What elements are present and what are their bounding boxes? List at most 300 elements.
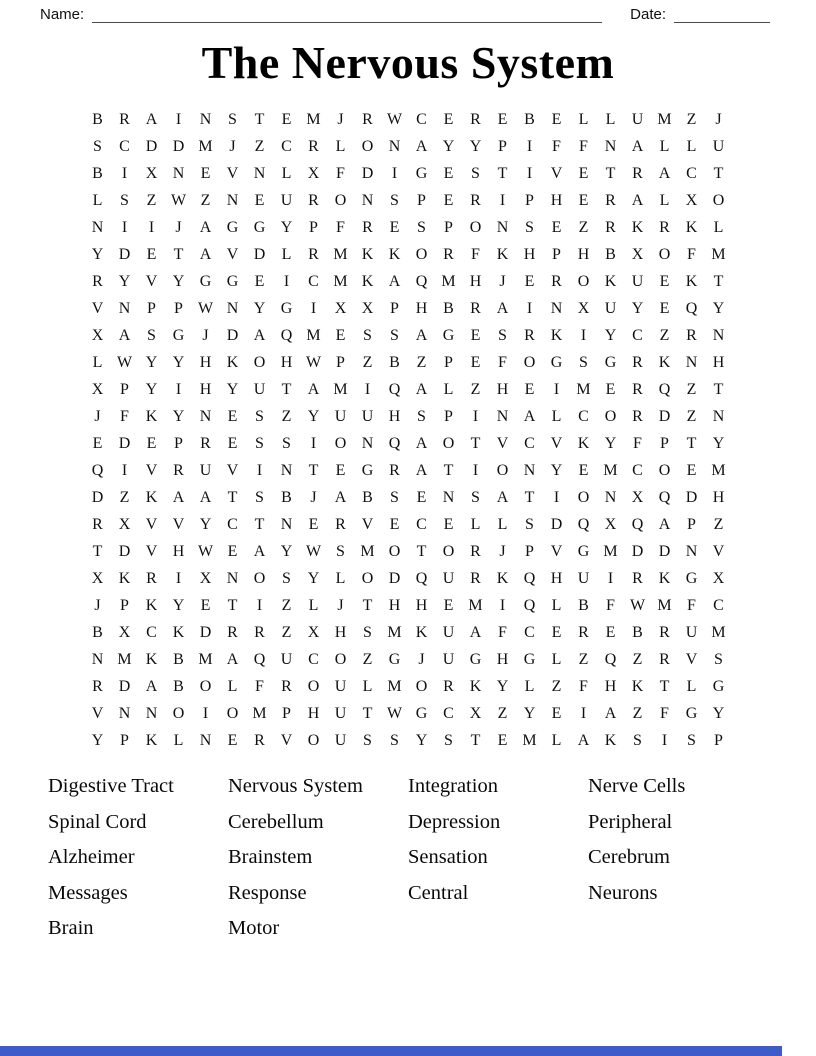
- grid-letter: O: [442, 542, 455, 560]
- grid-letter: I: [121, 461, 128, 479]
- grid-letter: S: [390, 488, 399, 506]
- grid-letter: X: [469, 704, 482, 722]
- grid-letter: B: [92, 164, 103, 182]
- grid-letter: P: [444, 218, 453, 236]
- grid-letter: U: [712, 137, 725, 155]
- grid-letter: E: [443, 164, 454, 182]
- grid-letter: C: [308, 272, 319, 290]
- grid-letter: Z: [632, 650, 643, 668]
- grid-letter: Y: [199, 515, 212, 533]
- grid-letter: X: [631, 245, 644, 263]
- grid-letter: E: [551, 704, 562, 722]
- grid-letter: R: [308, 245, 319, 263]
- grid-letter: F: [687, 245, 696, 263]
- grid-letter: C: [524, 434, 535, 452]
- grid-letter: K: [496, 245, 509, 263]
- grid-letter: R: [254, 731, 265, 749]
- grid-letter: O: [199, 677, 212, 695]
- grid-letter: O: [712, 191, 725, 209]
- grid-letter: F: [579, 677, 588, 695]
- grid-letter: A: [199, 245, 212, 263]
- grid-letter: C: [632, 461, 643, 479]
- grid-letter: L: [497, 515, 508, 533]
- grid-letter: H: [334, 623, 347, 641]
- grid-letter: Q: [253, 650, 266, 668]
- grid-letter: X: [577, 299, 590, 317]
- grid-letter: E: [416, 488, 427, 506]
- grid-letter: G: [415, 164, 428, 182]
- grid-letter: S: [417, 407, 426, 425]
- grid-letter: R: [659, 650, 670, 668]
- grid-letter: K: [172, 623, 185, 641]
- grid-letter: R: [146, 569, 157, 587]
- grid-letter: E: [146, 245, 157, 263]
- grid-letter: S: [525, 515, 534, 533]
- grid-letter: G: [685, 704, 698, 722]
- grid-letter: J: [337, 596, 344, 614]
- grid-letter: U: [199, 461, 212, 479]
- grid-letter: S: [255, 434, 264, 452]
- grid-letter: T: [227, 488, 238, 506]
- grid-letter: P: [660, 434, 669, 452]
- grid-letter: O: [442, 434, 455, 452]
- word-item: Cerebellum: [228, 810, 324, 833]
- grid-letter: Q: [658, 488, 671, 506]
- grid-letter: H: [550, 569, 563, 587]
- grid-letter: O: [469, 218, 482, 236]
- grid-letter: X: [631, 488, 644, 506]
- grid-letter: W: [305, 353, 322, 371]
- grid-letter: H: [280, 353, 293, 371]
- grid-letter: A: [631, 137, 644, 155]
- grid-letter: E: [254, 191, 265, 209]
- grid-letter: K: [145, 596, 158, 614]
- grid-letter: Z: [281, 623, 292, 641]
- grid-letter: X: [712, 569, 725, 587]
- grid-letter: R: [470, 191, 481, 209]
- grid-letter: Y: [172, 272, 185, 290]
- grid-letter: R: [362, 110, 373, 128]
- grid-letter: Z: [497, 704, 508, 722]
- grid-letter: I: [499, 191, 506, 209]
- grid-letter: Q: [577, 515, 590, 533]
- grid-letter: P: [309, 218, 318, 236]
- grid-letter: H: [388, 596, 401, 614]
- grid-letter: N: [712, 407, 725, 425]
- grid-letter: I: [607, 569, 614, 587]
- grid-letter: Z: [362, 353, 373, 371]
- grid-letter: N: [712, 326, 725, 344]
- grid-letter: L: [281, 164, 292, 182]
- grid-letter: S: [498, 326, 507, 344]
- grid-letter: R: [389, 461, 400, 479]
- grid-letter: F: [687, 596, 696, 614]
- word-list-column: [588, 769, 768, 911]
- grid-letter: S: [228, 110, 237, 128]
- grid-letter: I: [553, 488, 560, 506]
- grid-letter: D: [118, 677, 131, 695]
- grid-letter: E: [524, 272, 535, 290]
- grid-letter: L: [713, 218, 724, 236]
- grid-letter: G: [226, 272, 239, 290]
- grid-letter: D: [550, 515, 563, 533]
- grid-letter: Y: [145, 380, 158, 398]
- grid-letter: R: [281, 677, 292, 695]
- grid-letter: G: [577, 542, 590, 560]
- grid-letter: N: [442, 488, 455, 506]
- grid-letter: P: [120, 596, 129, 614]
- grid-letter: J: [499, 272, 506, 290]
- grid-letter: I: [148, 218, 155, 236]
- grid-letter: V: [91, 299, 104, 317]
- grid-letter: K: [658, 569, 671, 587]
- grid-letter: U: [361, 407, 374, 425]
- grid-letter: G: [226, 218, 239, 236]
- grid-letter: H: [415, 299, 428, 317]
- grid-letter: E: [497, 110, 508, 128]
- grid-letter: E: [686, 461, 697, 479]
- grid-letter: T: [713, 380, 724, 398]
- grid-letter: M: [441, 272, 456, 290]
- grid-letter: L: [551, 731, 562, 749]
- grid-letter: O: [307, 731, 320, 749]
- grid-letter: N: [91, 218, 104, 236]
- grid-letter: S: [633, 731, 642, 749]
- grid-letter: P: [687, 515, 696, 533]
- grid-letter: Z: [146, 191, 157, 209]
- grid-letter: O: [226, 704, 239, 722]
- grid-letter: P: [525, 191, 534, 209]
- grid-letter: G: [388, 650, 401, 668]
- grid-letter: S: [282, 434, 291, 452]
- grid-letter: Q: [415, 272, 428, 290]
- grid-letter: L: [605, 110, 616, 128]
- grid-letter: L: [362, 677, 373, 695]
- grid-letter: A: [226, 650, 239, 668]
- grid-letter: A: [415, 461, 428, 479]
- grid-letter: U: [442, 623, 455, 641]
- grid-letter: P: [120, 731, 129, 749]
- grid-letter: I: [499, 596, 506, 614]
- grid-letter: I: [175, 110, 182, 128]
- grid-letter: A: [496, 488, 509, 506]
- grid-letter: T: [92, 542, 103, 560]
- grid-letter: J: [175, 218, 182, 236]
- grid-letter: M: [198, 650, 213, 668]
- grid-letter: E: [605, 380, 616, 398]
- grid-letter: K: [226, 353, 239, 371]
- grid-letter: R: [443, 677, 454, 695]
- word-item: Messages: [48, 881, 128, 904]
- grid-letter: Y: [118, 272, 131, 290]
- grid-letter: N: [604, 488, 617, 506]
- grid-letter: W: [197, 542, 214, 560]
- grid-letter: C: [632, 326, 643, 344]
- grid-letter: Z: [632, 704, 643, 722]
- grid-letter: I: [553, 380, 560, 398]
- grid-letter: T: [362, 704, 373, 722]
- grid-letter: B: [173, 677, 184, 695]
- grid-letter: N: [172, 164, 185, 182]
- grid-letter: O: [388, 542, 401, 560]
- grid-letter: E: [335, 461, 346, 479]
- grid-letter: B: [605, 245, 616, 263]
- grid-letter: O: [361, 137, 374, 155]
- grid-letter: L: [686, 137, 697, 155]
- grid-letter: E: [227, 434, 238, 452]
- grid-letter: Y: [523, 704, 536, 722]
- grid-letter: H: [307, 704, 320, 722]
- grid-letter: K: [361, 245, 374, 263]
- grid-letter: Z: [578, 650, 589, 668]
- grid-letter: R: [686, 326, 697, 344]
- grid-letter: S: [336, 542, 345, 560]
- grid-letter: X: [334, 299, 347, 317]
- grid-letter: I: [121, 164, 128, 182]
- grid-letter: P: [282, 704, 291, 722]
- grid-letter: D: [253, 245, 266, 263]
- grid-letter: T: [227, 596, 238, 614]
- grid-letter: Y: [280, 542, 293, 560]
- grid-letter: E: [659, 272, 670, 290]
- grid-letter: P: [390, 299, 399, 317]
- grid-letter: C: [227, 515, 238, 533]
- grid-letter: Z: [470, 380, 481, 398]
- grid-letter: Y: [91, 245, 104, 263]
- grid-letter: K: [631, 677, 644, 695]
- grid-letter: N: [226, 299, 239, 317]
- grid-letter: P: [147, 299, 156, 317]
- grid-letter: A: [415, 137, 428, 155]
- grid-letter: E: [254, 272, 265, 290]
- grid-letter: G: [172, 326, 185, 344]
- grid-letter: Z: [686, 380, 697, 398]
- grid-letter: X: [91, 326, 104, 344]
- grid-letter: D: [361, 164, 374, 182]
- grid-letter: E: [578, 164, 589, 182]
- grid-letter: J: [337, 110, 344, 128]
- grid-letter: X: [685, 191, 698, 209]
- grid-letter: V: [280, 731, 293, 749]
- word-list: [48, 769, 816, 947]
- grid-letter: S: [93, 137, 102, 155]
- date-label: Date:: [630, 6, 666, 23]
- grid-letter: R: [227, 623, 238, 641]
- grid-letter: W: [116, 353, 133, 371]
- grid-letter: R: [605, 218, 616, 236]
- grid-letter: Z: [578, 218, 589, 236]
- grid-letter: S: [471, 164, 480, 182]
- grid-letter: H: [523, 245, 536, 263]
- grid-letter: Z: [200, 191, 211, 209]
- grid-letter: G: [361, 461, 374, 479]
- grid-letter: M: [657, 110, 672, 128]
- word-item: Sensation: [408, 846, 488, 869]
- grid-letter: K: [388, 245, 401, 263]
- word-item: Integration: [408, 775, 498, 798]
- grid-letter: N: [226, 569, 239, 587]
- grid-letter: Y: [145, 353, 158, 371]
- grid-letter: R: [254, 623, 265, 641]
- grid-letter: Z: [686, 110, 697, 128]
- grid-letter: K: [685, 218, 698, 236]
- grid-letter: W: [386, 704, 403, 722]
- grid-letter: U: [577, 569, 590, 587]
- grid-letter: O: [415, 245, 428, 263]
- grid-letter: S: [120, 191, 129, 209]
- grid-letter: R: [470, 569, 481, 587]
- grid-letter: F: [120, 407, 129, 425]
- grid-letter: R: [632, 380, 643, 398]
- grid-letter: Y: [172, 353, 185, 371]
- grid-letter: J: [229, 137, 236, 155]
- grid-letter: X: [118, 515, 131, 533]
- grid-letter: Z: [281, 407, 292, 425]
- grid-letter: E: [227, 542, 238, 560]
- grid-letter: C: [578, 407, 589, 425]
- grid-letter: A: [145, 677, 158, 695]
- grid-letter: P: [714, 731, 723, 749]
- grid-letter: K: [145, 488, 158, 506]
- puzzle-title: The Nervous System: [201, 37, 615, 88]
- grid-letter: K: [550, 326, 563, 344]
- grid-letter: I: [256, 596, 263, 614]
- grid-letter: L: [551, 650, 562, 668]
- grid-letter: Q: [523, 569, 536, 587]
- grid-letter: V: [145, 542, 158, 560]
- grid-letter: H: [550, 191, 563, 209]
- grid-letter: T: [443, 461, 454, 479]
- grid-letter: X: [145, 164, 158, 182]
- grid-letter: T: [281, 380, 292, 398]
- word-item: Nervous System: [228, 775, 363, 798]
- grid-letter: O: [361, 569, 374, 587]
- grid-letter: U: [631, 272, 644, 290]
- grid-letter: Q: [658, 380, 671, 398]
- grid-letter: Y: [712, 704, 725, 722]
- grid-letter: Y: [604, 326, 617, 344]
- grid-letter: S: [471, 488, 480, 506]
- grid-letter: C: [524, 623, 535, 641]
- word-item: Central: [408, 881, 469, 904]
- grid-letter: G: [442, 326, 455, 344]
- grid-letter: S: [363, 326, 372, 344]
- grid-letter: V: [91, 704, 104, 722]
- grid-letter: I: [391, 164, 398, 182]
- grid-letter: A: [631, 191, 644, 209]
- grid-letter: N: [91, 650, 104, 668]
- grid-letter: N: [685, 542, 698, 560]
- grid-letter: T: [254, 515, 265, 533]
- grid-letter: L: [173, 731, 184, 749]
- grid-letter: E: [92, 434, 103, 452]
- grid-letter: H: [496, 650, 509, 668]
- footer-accent-bar: [0, 1046, 782, 1056]
- grid-letter: Q: [388, 434, 401, 452]
- grid-letter: B: [578, 596, 589, 614]
- grid-letter: P: [552, 245, 561, 263]
- grid-letter: M: [711, 245, 726, 263]
- grid-letter: L: [686, 677, 697, 695]
- grid-letter: U: [253, 380, 266, 398]
- grid-letter: S: [282, 569, 291, 587]
- grid-letter: X: [361, 299, 374, 317]
- grid-letter: N: [145, 704, 158, 722]
- grid-letter: Y: [172, 596, 185, 614]
- grid-letter: E: [389, 515, 400, 533]
- grid-letter: W: [629, 596, 646, 614]
- grid-letter: N: [685, 353, 698, 371]
- grid-letter: M: [576, 380, 591, 398]
- grid-letter: L: [335, 137, 346, 155]
- grid-letter: L: [524, 677, 535, 695]
- grid-letter: M: [333, 245, 348, 263]
- grid-letter: G: [415, 704, 428, 722]
- grid-letter: N: [280, 515, 293, 533]
- grid-letter: R: [659, 218, 670, 236]
- grid-letter: A: [145, 110, 158, 128]
- grid-letter: F: [633, 434, 642, 452]
- grid-letter: N: [523, 461, 536, 479]
- grid-letter: B: [92, 623, 103, 641]
- grid-letter: I: [364, 380, 371, 398]
- grid-letter: V: [685, 650, 698, 668]
- grid-letter: G: [523, 650, 536, 668]
- grid-letter: T: [362, 596, 373, 614]
- grid-letter: S: [147, 326, 156, 344]
- grid-letter: K: [496, 569, 509, 587]
- date-blank-line: [674, 8, 770, 23]
- grid-letter: O: [415, 677, 428, 695]
- grid-letter: V: [550, 164, 563, 182]
- grid-letter: B: [92, 110, 103, 128]
- grid-letter: Y: [172, 407, 185, 425]
- grid-letter: K: [577, 434, 590, 452]
- grid-letter: F: [660, 704, 669, 722]
- grid-letter: R: [335, 515, 346, 533]
- grid-letter: Y: [307, 407, 320, 425]
- grid-letter: H: [712, 353, 725, 371]
- grid-letter: K: [145, 407, 158, 425]
- grid-letter: A: [604, 704, 617, 722]
- grid-letter: F: [579, 137, 588, 155]
- grid-letter: F: [498, 353, 507, 371]
- grid-letter: M: [360, 542, 375, 560]
- grid-letter: K: [118, 569, 131, 587]
- grid-letter: B: [281, 488, 292, 506]
- name-blank-line: [92, 8, 602, 23]
- grid-letter: D: [91, 488, 104, 506]
- grid-letter: N: [226, 191, 239, 209]
- grid-letter: Q: [523, 596, 536, 614]
- grid-letter: A: [118, 326, 131, 344]
- grid-letter: A: [469, 623, 482, 641]
- grid-letter: A: [658, 164, 671, 182]
- grid-letter: E: [443, 191, 454, 209]
- grid-letter: F: [606, 596, 615, 614]
- grid-letter: L: [92, 191, 103, 209]
- grid-letter: U: [442, 650, 455, 668]
- grid-letter: C: [281, 137, 292, 155]
- grid-letter: D: [226, 326, 239, 344]
- grid-letter: P: [174, 434, 183, 452]
- grid-letter: W: [197, 299, 214, 317]
- grid-letter: W: [386, 110, 403, 128]
- grid-letter: G: [280, 299, 293, 317]
- grid-letter: I: [580, 704, 587, 722]
- grid-letter: E: [551, 110, 562, 128]
- grid-letter: O: [658, 245, 671, 263]
